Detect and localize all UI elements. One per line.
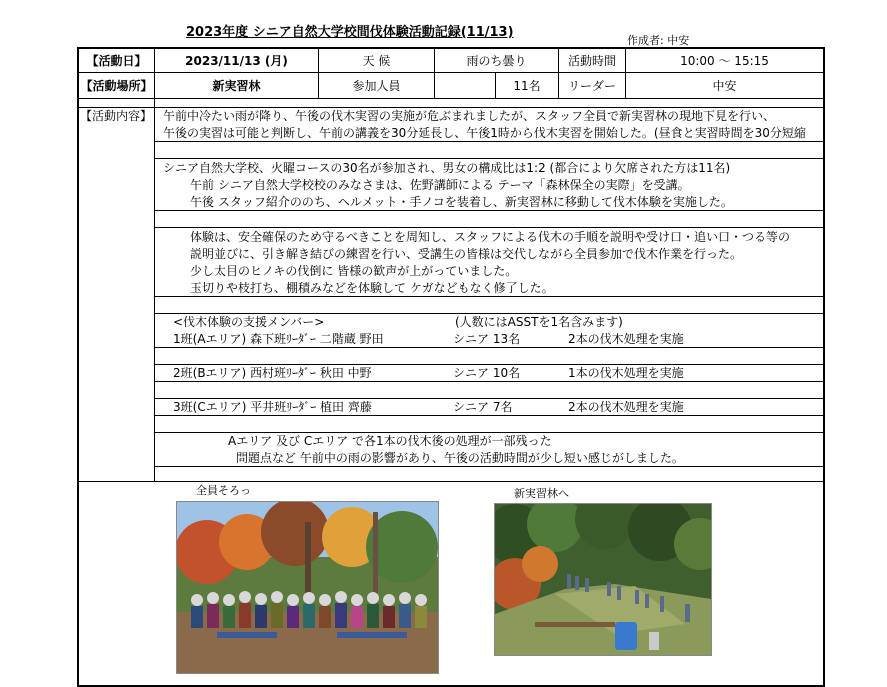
forest-photo bbox=[494, 503, 712, 656]
team-1-name: 1班(Aエリア) 森下班ﾘｰﾀﾞｰ 二階蔵 野田 bbox=[173, 332, 384, 346]
team-3-count: シニア 7名 bbox=[453, 400, 513, 414]
experience-line-3: 少し太目のヒノキの伐倒に 皆様の歓声が上がっていました。 bbox=[190, 264, 518, 278]
experience-line-2: 説明並びに、引き解き結びの練習を行い、受講生の皆様は交代しながら全員参加で伐木作業を行った。 bbox=[190, 247, 743, 261]
support-header: <伐木体験の支援メンバー> bbox=[173, 315, 325, 329]
date-value: 2023/11/13 (月) bbox=[185, 53, 288, 68]
intro-line-1: 午前中冷たい雨が降り、午後の伐木実習の実施が危ぶまれましたが、スタッフ全員で新実習林の現地下見を行い、 bbox=[163, 109, 776, 123]
date-label: 【活動日】 bbox=[86, 53, 147, 68]
leader-label: リーダー bbox=[567, 78, 616, 93]
author: 作成者: 中安 bbox=[627, 34, 690, 47]
afternoon-line: 午後 スタッフ紹介ののち、ヘルメット・手ノコを装着し、新実習林に移動して伐木体験を実施した。 bbox=[190, 195, 733, 209]
remaining-note: Aエリア 及び Cエリア で各1本の伐木後の処理が一部残った bbox=[228, 434, 552, 448]
team-2-name: 2班(Bエリア) 西村班ﾘｰﾀﾞｰ 秋田 中野 bbox=[173, 366, 372, 380]
place-value: 新実習林 bbox=[212, 78, 261, 93]
team-2-result: 1本の伐木処理を実施 bbox=[568, 366, 684, 380]
team-1-result: 2本の伐木処理を実施 bbox=[568, 332, 684, 346]
content-label: 【活動内容】 bbox=[80, 109, 153, 123]
morning-line: 午前 シニア自然大学校校のみなさまは、佐野講師による テーマ「森林保全の実際」を受講。 bbox=[190, 178, 690, 192]
summary-line: シニア自然大学校、火曜コースの30名が参加され、男女の構成比は1:2 (都合により欠席された方は11名) bbox=[163, 161, 731, 175]
document-title: 2023年度 シニア自然大学校間伐体験活動記録(11/13) bbox=[186, 25, 514, 40]
photo-left-caption: 全員そろっ bbox=[196, 484, 251, 497]
support-note: (人数にはASSTを1名含みます) bbox=[455, 315, 623, 329]
time-label: 活動時間 bbox=[567, 53, 616, 68]
weather-label: 天 候 bbox=[362, 53, 391, 68]
team-3-result: 2本の伐木処理を実施 bbox=[568, 400, 684, 414]
place-label: 【活動場所】 bbox=[80, 78, 153, 93]
weather-value: 雨のち曇り bbox=[466, 53, 527, 68]
intro-line-2: 午後の実習は可能と判断し、午前の講義を30分延長し、午後1時から伐木実習を開始した。(昼食と実習時間を30分短縮 bbox=[163, 126, 806, 140]
time-value: 10:00 〜 15:15 bbox=[680, 53, 769, 68]
team-1-count: シニア 13名 bbox=[453, 332, 521, 346]
group-photo bbox=[176, 501, 439, 674]
team-2-count: シニア 10名 bbox=[453, 366, 521, 380]
experience-line-1: 体験は、安全確保のため守るべきことを周知し、スタッフによる伐木の手順を説明や受け口・追い口・つる等の bbox=[190, 230, 791, 244]
team-3-name: 3班(Cエリア) 平井班ﾘｰﾀﾞｰ 植田 齊藤 bbox=[173, 400, 372, 414]
experience-line-4: 玉切りや枝打ち、棚積みなどを体験して ケガなどもなく修了した。 bbox=[190, 281, 554, 295]
issues-note: 問題点など 午前中の雨の影響があり、午後の活動時間が少し短い感じがしました。 bbox=[236, 451, 684, 465]
participants-value: 11名 bbox=[513, 78, 541, 93]
participants-label: 参加人員 bbox=[352, 78, 401, 93]
leader-value: 中安 bbox=[712, 78, 737, 93]
photo-right-caption: 新実習林へ bbox=[514, 487, 569, 500]
